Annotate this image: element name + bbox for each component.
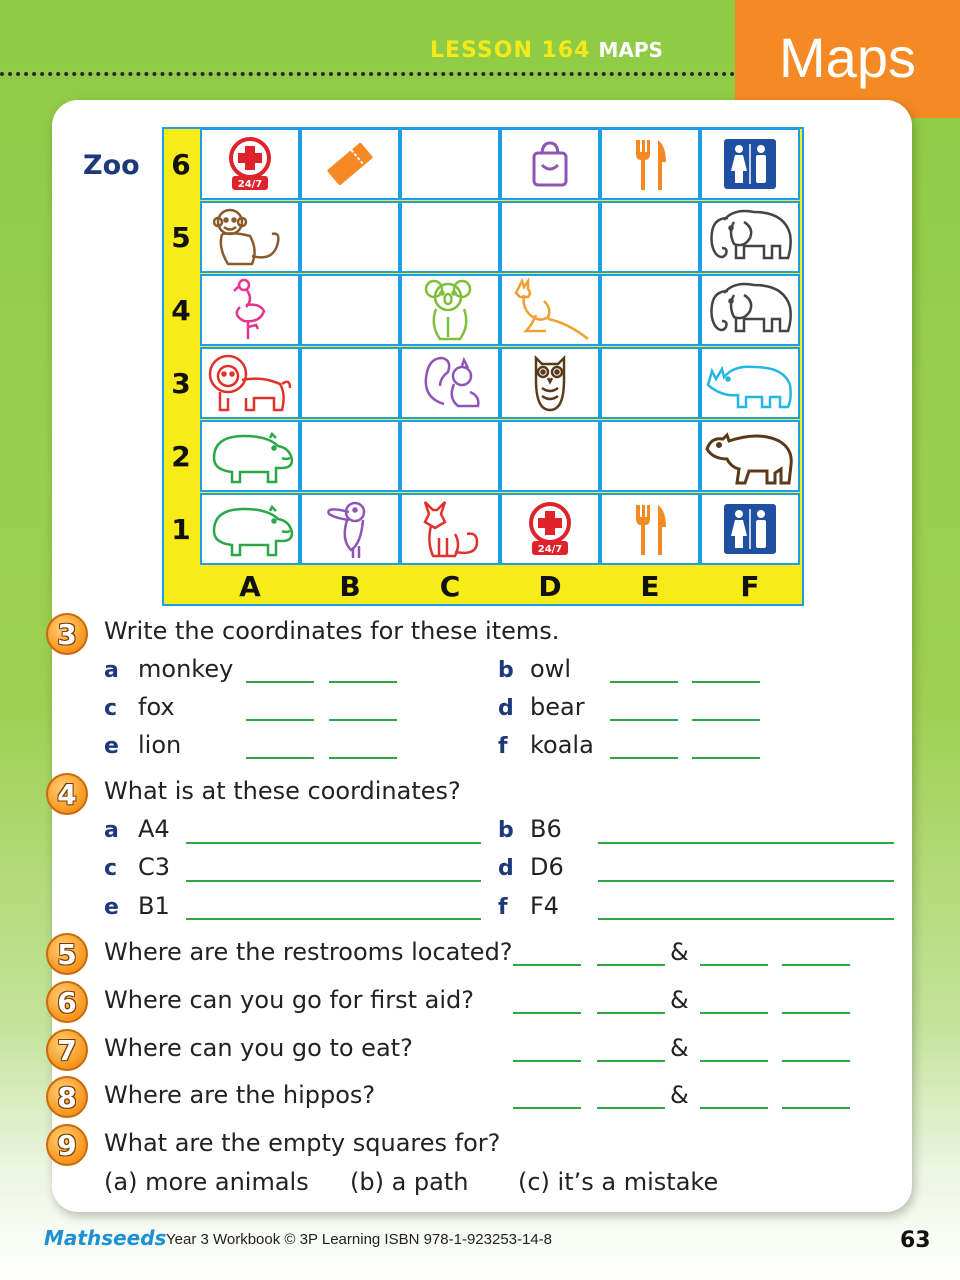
question-number-4: 4	[46, 773, 88, 815]
cell-a5	[200, 201, 300, 273]
hippo-icon	[204, 501, 296, 557]
q4-coord-c3: C3	[138, 853, 171, 881]
cell-f2	[700, 420, 800, 492]
question-number-3: 3	[46, 613, 88, 655]
row-label-2: 2	[171, 440, 191, 473]
restroom-icon	[723, 138, 777, 190]
cell-b3	[300, 347, 400, 419]
cell-c3	[400, 347, 500, 419]
q4-coord-b6: B6	[530, 815, 562, 843]
q7-answer-4[interactable]	[782, 1060, 850, 1062]
fork-knife-icon	[628, 136, 672, 192]
elephant-icon	[704, 206, 796, 268]
q4-letter-c: c	[104, 856, 118, 881]
toucan-icon	[325, 498, 375, 560]
cell-e5	[600, 201, 700, 273]
question-5-prompt: Where are the restrooms located?	[104, 938, 513, 966]
first-aid-hours: 24/7	[537, 544, 563, 555]
q4d-answer[interactable]	[598, 880, 894, 882]
q4-coord-b1: B1	[138, 892, 170, 920]
cell-b6	[300, 128, 400, 200]
row-label-4: 4	[171, 294, 191, 327]
row-label-5: 5	[171, 221, 191, 254]
q6-answer-4[interactable]	[782, 1012, 850, 1014]
fork-knife-icon	[628, 501, 672, 557]
q9-option-a[interactable]: (a) more animals	[104, 1168, 309, 1196]
page-number: 63	[900, 1228, 931, 1253]
q3f-answer-1[interactable]	[610, 757, 678, 759]
q5-answer-4[interactable]	[782, 964, 850, 966]
q3c-answer-2[interactable]	[329, 719, 397, 721]
page-title-tab: Maps	[735, 0, 960, 118]
cell-d6	[500, 128, 600, 200]
cell-f3	[700, 347, 800, 419]
q4-coord-f4: F4	[530, 892, 560, 920]
first-aid-icon	[226, 136, 274, 192]
q7-answer-3[interactable]	[700, 1060, 768, 1062]
row-label-6: 6	[171, 148, 191, 181]
q7-ampersand: &	[670, 1034, 689, 1062]
rhino-icon	[704, 355, 796, 411]
question-7-prompt: Where can you go to eat?	[104, 1034, 413, 1062]
question-number-5: 5	[46, 933, 88, 975]
question-8-prompt: Where are the hippos?	[104, 1081, 376, 1109]
squirrel-icon	[418, 352, 482, 414]
col-label-e: E	[640, 570, 660, 603]
question-3-prompt: Write the coordinates for these items.	[104, 617, 560, 645]
monkey-icon	[208, 206, 292, 268]
cell-b2	[300, 420, 400, 492]
cell-a3	[200, 347, 300, 419]
question-number-8: 8	[46, 1076, 88, 1118]
cell-c2	[400, 420, 500, 492]
q3-letter-a: a	[104, 658, 119, 683]
cell-d2	[500, 420, 600, 492]
cell-f6	[700, 128, 800, 200]
q4-letter-a: a	[104, 818, 119, 843]
q6-answer-3[interactable]	[700, 1012, 768, 1014]
row-label-3: 3	[171, 367, 191, 400]
q4b-answer[interactable]	[598, 842, 894, 844]
koala-icon	[422, 277, 478, 343]
cell-c4	[400, 274, 500, 346]
q3-item-lion: lion	[138, 731, 182, 759]
cell-e4	[600, 274, 700, 346]
cell-a1	[200, 493, 300, 565]
elephant-icon	[704, 279, 796, 341]
cell-a6	[200, 128, 300, 200]
col-label-f: F	[740, 570, 760, 603]
question-6-prompt: Where can you go for first aid?	[104, 986, 474, 1014]
q6-answer-2[interactable]	[597, 1012, 665, 1014]
q6-ampersand: &	[670, 986, 689, 1014]
q3b-answer-2[interactable]	[692, 681, 760, 683]
q3-item-koala: koala	[530, 731, 594, 759]
q4c-answer[interactable]	[186, 880, 481, 882]
q3b-answer-1[interactable]	[610, 681, 678, 683]
q8-ampersand: &	[670, 1081, 689, 1109]
row-label-1: 1	[171, 513, 191, 546]
q4-coord-d6: D6	[530, 853, 564, 881]
cell-d3	[500, 347, 600, 419]
cell-c6	[400, 128, 500, 200]
q4a-answer[interactable]	[186, 842, 481, 844]
q4-letter-b: b	[498, 818, 514, 843]
q3-item-bear: bear	[530, 693, 585, 721]
cell-e6	[600, 128, 700, 200]
question-number-7: 7	[46, 1029, 88, 1071]
cell-a2	[200, 420, 300, 492]
q3-letter-c: c	[104, 696, 118, 721]
cell-d5	[500, 201, 600, 273]
lesson-heading	[430, 38, 663, 63]
q3d-answer-1[interactable]	[610, 719, 678, 721]
cell-c1	[400, 493, 500, 565]
lesson-topic: MAPS	[598, 38, 663, 62]
lion-icon	[206, 352, 294, 414]
bear-icon	[703, 427, 797, 485]
question-number-6: 6	[46, 981, 88, 1023]
shopping-bag-icon	[528, 139, 572, 189]
cell-b1	[300, 493, 400, 565]
cell-f5	[700, 201, 800, 273]
q4e-answer[interactable]	[186, 918, 481, 920]
col-label-b: B	[339, 570, 361, 603]
q8-answer-1[interactable]	[513, 1107, 581, 1109]
q4f-answer[interactable]	[598, 918, 894, 920]
cell-b5	[300, 201, 400, 273]
q3-letter-d: d	[498, 696, 514, 721]
q3-letter-f: f	[498, 734, 508, 759]
col-label-a: A	[239, 570, 261, 603]
q6-answer-1[interactable]	[513, 1012, 581, 1014]
q3e-answer-2[interactable]	[329, 757, 397, 759]
q8-answer-2[interactable]	[597, 1107, 665, 1109]
q3-item-owl: owl	[530, 655, 571, 683]
cell-c5	[400, 201, 500, 273]
q4-letter-d: d	[498, 856, 514, 881]
cell-e3	[600, 347, 700, 419]
cell-a4	[200, 274, 300, 346]
dotted-rule	[0, 72, 735, 76]
question-4-prompt: What is at these coordinates?	[104, 777, 461, 805]
q5-answer-3[interactable]	[700, 964, 768, 966]
q3d-answer-2[interactable]	[692, 719, 760, 721]
footer-info: Year 3 Workbook © 3P Learning ISBN 978-1-923253-14-8	[166, 1231, 553, 1248]
flamingo-icon	[230, 277, 270, 343]
q7-answer-2[interactable]	[597, 1060, 665, 1062]
q3-item-fox: fox	[138, 693, 175, 721]
col-label-d: D	[538, 570, 562, 603]
cell-f4	[700, 274, 800, 346]
q4-letter-e: e	[104, 895, 119, 920]
fox-icon	[419, 498, 481, 560]
hippo-icon	[204, 428, 296, 484]
map-title: Zoo	[83, 150, 140, 181]
cell-e1	[600, 493, 700, 565]
q3-item-monkey: monkey	[138, 655, 234, 683]
cell-f1	[700, 493, 800, 565]
cell-b4	[300, 274, 400, 346]
ticket-icon	[322, 139, 378, 189]
q8-answer-4[interactable]	[782, 1107, 850, 1109]
lesson-number: LESSON 164	[430, 38, 591, 63]
q9-option-b[interactable]: (b) a path	[350, 1168, 469, 1196]
kangaroo-icon	[508, 277, 592, 343]
q3a-answer-1[interactable]	[246, 681, 314, 683]
q3-letter-b: b	[498, 658, 514, 683]
cell-e2	[600, 420, 700, 492]
q5-answer-1[interactable]	[513, 964, 581, 966]
q3-letter-e: e	[104, 734, 119, 759]
col-label-c: C	[439, 570, 461, 603]
q3a-answer-2[interactable]	[329, 681, 397, 683]
q7-answer-1[interactable]	[513, 1060, 581, 1062]
q3e-answer-1[interactable]	[246, 757, 314, 759]
first-aid-hours: 24/7	[237, 179, 263, 190]
restroom-icon	[723, 503, 777, 555]
q5-ampersand: &	[670, 938, 689, 966]
q9-option-c[interactable]: (c) it’s a mistake	[518, 1168, 719, 1196]
q4-coord-a4: A4	[138, 815, 170, 843]
mathseeds-logo: Mathseeds	[44, 1226, 167, 1250]
cell-d1	[500, 493, 600, 565]
q8-answer-3[interactable]	[700, 1107, 768, 1109]
q4-letter-f: f	[498, 895, 508, 920]
owl-icon	[530, 352, 570, 414]
q5-answer-2[interactable]	[597, 964, 665, 966]
q3c-answer-1[interactable]	[246, 719, 314, 721]
cell-d4	[500, 274, 600, 346]
q3f-answer-2[interactable]	[692, 757, 760, 759]
first-aid-icon	[526, 501, 574, 557]
question-9-prompt: What are the empty squares for?	[104, 1129, 501, 1157]
question-number-9: 9	[46, 1124, 88, 1166]
